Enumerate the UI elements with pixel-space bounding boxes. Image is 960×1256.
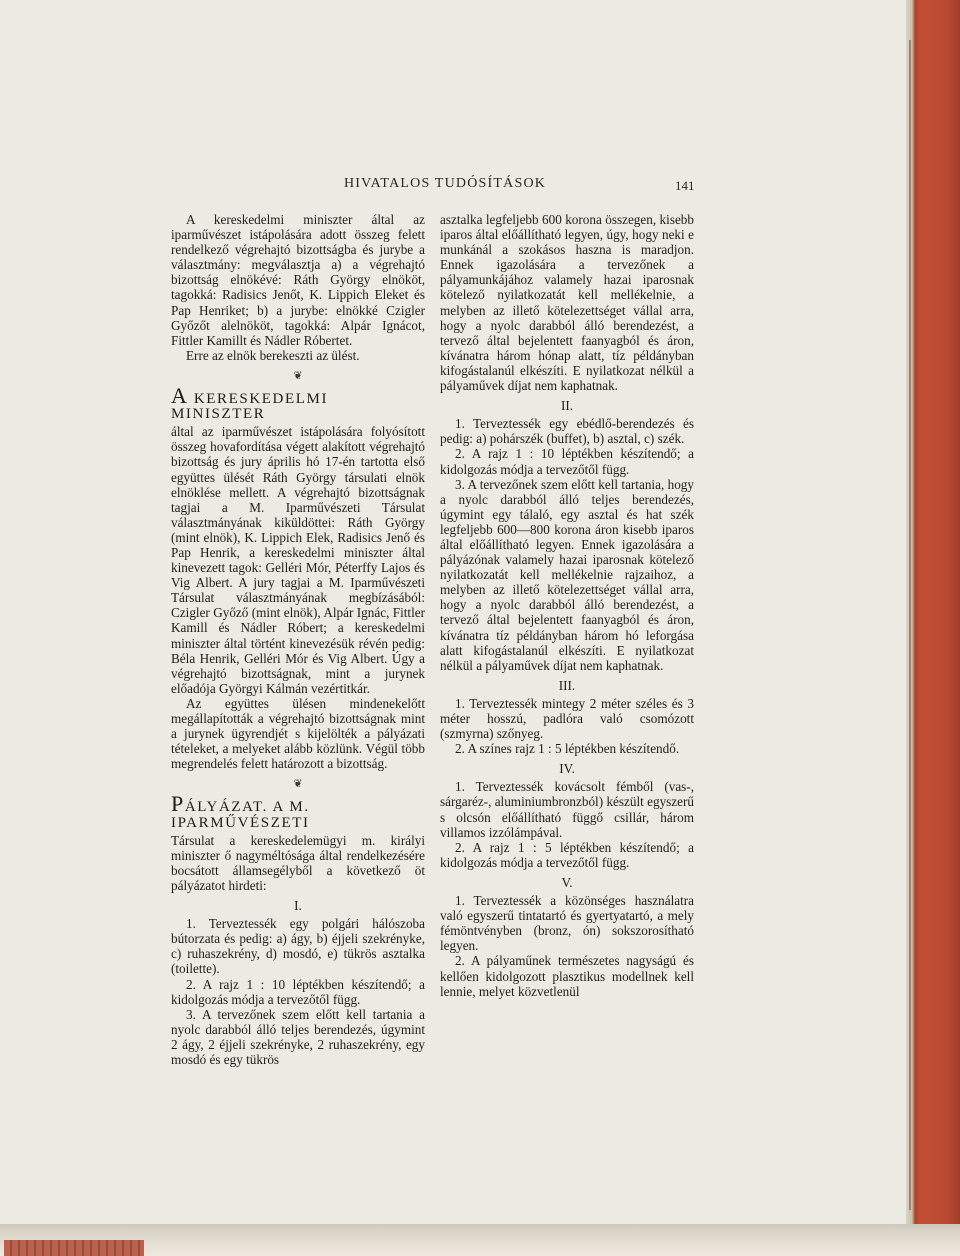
binding-bottom-edge — [4, 1240, 144, 1256]
roman-numeral-heading: II. — [560, 398, 574, 414]
book-binding-edge — [906, 0, 960, 1256]
running-head: HIVATALOS TUDÓSÍTÁSOK — [344, 176, 547, 191]
drop-cap: A — [171, 383, 189, 409]
paragraph-competition-intro: Társulat a kereskedelemügyi m. királyi miniszter ő nagyméltósága által rendelkezésére bocsátott államsegélyből a következő öt pályázatot hirdeti: — [171, 832, 425, 893]
left-column — [171, 212, 425, 1067]
competition-item: 2. A rajz 1 : 10 léptékben készítendő; a kidolgozás módja a tervezőtől függ. — [171, 976, 425, 1007]
roman-numeral-heading: III. — [558, 677, 576, 693]
fleuron-ornament-icon: ❦ — [293, 369, 303, 382]
section-title-text: KERESKEDELMI MINISZTER — [171, 391, 329, 423]
fleuron-ornament-icon: ❦ — [293, 778, 303, 791]
page-bottom-edge — [0, 1224, 960, 1256]
paragraph-continuation: asztalka legfeljebb 600 korona összegen, kisebb iparos által előállítható legyen, úgy, hogy neki e munkánál a szokásos haszna is maradjon. Ennek igazolására a tervezőnek a pályamunkájához valamely hazai iparosnak kötelező nyilatkozatát kell mellékelnie, a melyben az illető kötelezettséget vállal arra, hogy a nyolc darabból álló berendezést, a tervező által bejelentett faanyagból és áron, kívánatra három hónap alatt, tíz példányban kifogástalanúl elkészíti. E nyilatkozat nélkül a pályaművek díjat nem kaphatnak. — [440, 212, 694, 394]
section-title-competition — [171, 791, 425, 831]
paragraph-committee-meeting: által az iparművészet istápolására folyósított összeg hovafordítása végett alakított végrehajtó bizottság és jury április hó 17-én tartotta első együttes ülését Ráth György társulati elnök elnöklése mellett. A végrehajtó bizottságnak tagjai a M. Iparművészeti Társulat választmányának kiküldöttei: Ráth György (mint elnök), K. Lippich Elek, Radisics Jenő és Pap Henrik, a kereskedelmi miniszter által kinevezett tagok: Gelléri Mór, Péterffy Lajos és Vig Albert. A jury tagjai a M. Iparművészeti Társulat választmányának megbízásából: Czigler Győző (mint elnök), Alpár Ignác, Fittler Kamill és Nádler Róbert; a kereskedelmi miniszter által történt kinevezésük révén pedig: Béla Henrik, Gelléri Mór és Vig Albert. Úgy a végrehajtó bizottságnak, mint a jurynek előadója Györgyi Kálmán vezértitkár. — [171, 424, 425, 696]
competition-item: 1. Terveztessék kovácsolt fémből (vas-, sárgaréz-, aluminiumbronzból) készült egyszerű s olcsón előállítható függő csillár, három villamos izzólámpával. — [440, 779, 694, 840]
competition-item: 2. A színes rajz 1 : 5 léptékben készítendő. — [455, 741, 680, 757]
competition-item: 1. Terveztessék egy polgári hálószoba bútorzata és pedig: a) ágy, b) éjjeli szekrényke, c) ruhaszekrény, d) mosdó, e) tükrös asztalka (toilette). — [171, 916, 425, 977]
roman-numeral-heading: V. — [561, 874, 573, 890]
paragraph-joint-session: Az együttes ülésen mindenekelőtt megállapították a végrehajtó bizottságnak mint a jurynek ügyrendjét s kijelölték a pályázati tételeket, a melyeket alább közlünk. Végül több megrendelés felett határozott a bizottság. — [171, 695, 425, 772]
paragraph-meeting-closed: Erre az elnök berekeszti az ülést. — [186, 347, 360, 363]
right-column — [440, 212, 694, 999]
section-title-ministry — [171, 383, 425, 423]
paragraph-jury-election: A kereskedelmi miniszter által az iparművészet istápolására adott összeg felett rendelkező végrehajtó bizottságba és jurybe a választmány: megválasztja a) a végrehajtó bizottság elnökévé: Ráth György elnököt, tagokká: Radisics Jenőt, K. Lippich Eleket és Pap Henriket; b) a jurybe: elnökké Czigler Győzőt alelnököt, tagokká: Alpár Ignácot, Fittler Kamillt és Nádler Róbertet. — [171, 212, 425, 348]
competition-item: 2. A rajz 1 : 5 léptékben készítendő; a kidolgozás módja a tervezőtől függ. — [440, 839, 694, 870]
drop-cap: P — [171, 791, 185, 817]
competition-item: 1. Terveztessék egy ebédlő-berendezés és pedig: a) pohárszék (buffet), b) asztal, c) szék. — [440, 416, 694, 447]
competition-item: 2. A pályaműnek természetes nagyságú és kellően kidolgozott plasztikus modellnek kell lennie, melyet közvetlenül — [440, 953, 694, 999]
roman-numeral-heading: I. — [294, 898, 302, 914]
competition-item: 3. A tervezőnek szem előtt kell tartania a nyolc darabból álló teljes berendezés, úgymint 2 ágy, 2 éjjeli szekrényke, 2 ruhaszekrény, egy mosdó és egy tükrös — [171, 1006, 425, 1067]
roman-numeral-heading: IV. — [559, 761, 575, 777]
competition-item: 1. Terveztessék a közönséges használatra való egyszerű tintatartó és gyertyatartó, a mely fémöntvényben (bronz, ón) sokszorosítható legyen. — [440, 893, 694, 954]
page-number: 141 — [675, 178, 695, 193]
competition-item: 2. A rajz 1 : 10 léptékben készítendő; a kidolgozás módja a tervezőtől függ. — [440, 446, 694, 477]
competition-item: 1. Terveztessék mintegy 2 méter széles és 3 méter hosszú, padlóra való csomózott (szmyrna) szőnyeg. — [440, 695, 694, 742]
section-title-text: ÁLYÁZAT. A M. IPARMŰVÉSZETI — [171, 799, 310, 831]
binding-shadow — [909, 40, 911, 1210]
competition-item: 3. A tervezőnek szem előtt kell tartania, hogy a nyolc darabból álló teljes berendezés, úgymint egy tálaló, egy asztal és hat szék legfeljebb 600—800 korona áron kisebb iparos által előállítható legyen. Ennek igazolására a pályázónak valamely hazai iparosnak kötelező nyilatkozatát kell mellékelnie rajzaihoz, a melyben az illető kötelezettséget vállal arra, hogy a nyolc darabból álló berendezést, a tervező által bejelentett faanyagból és áron, kívánatra tíz példányban három hó leforgása alatt kifogástalanúl elkészíti. E nyilatkozat nélkül a pályaművek díjat nem kaphatnak. — [440, 476, 694, 673]
